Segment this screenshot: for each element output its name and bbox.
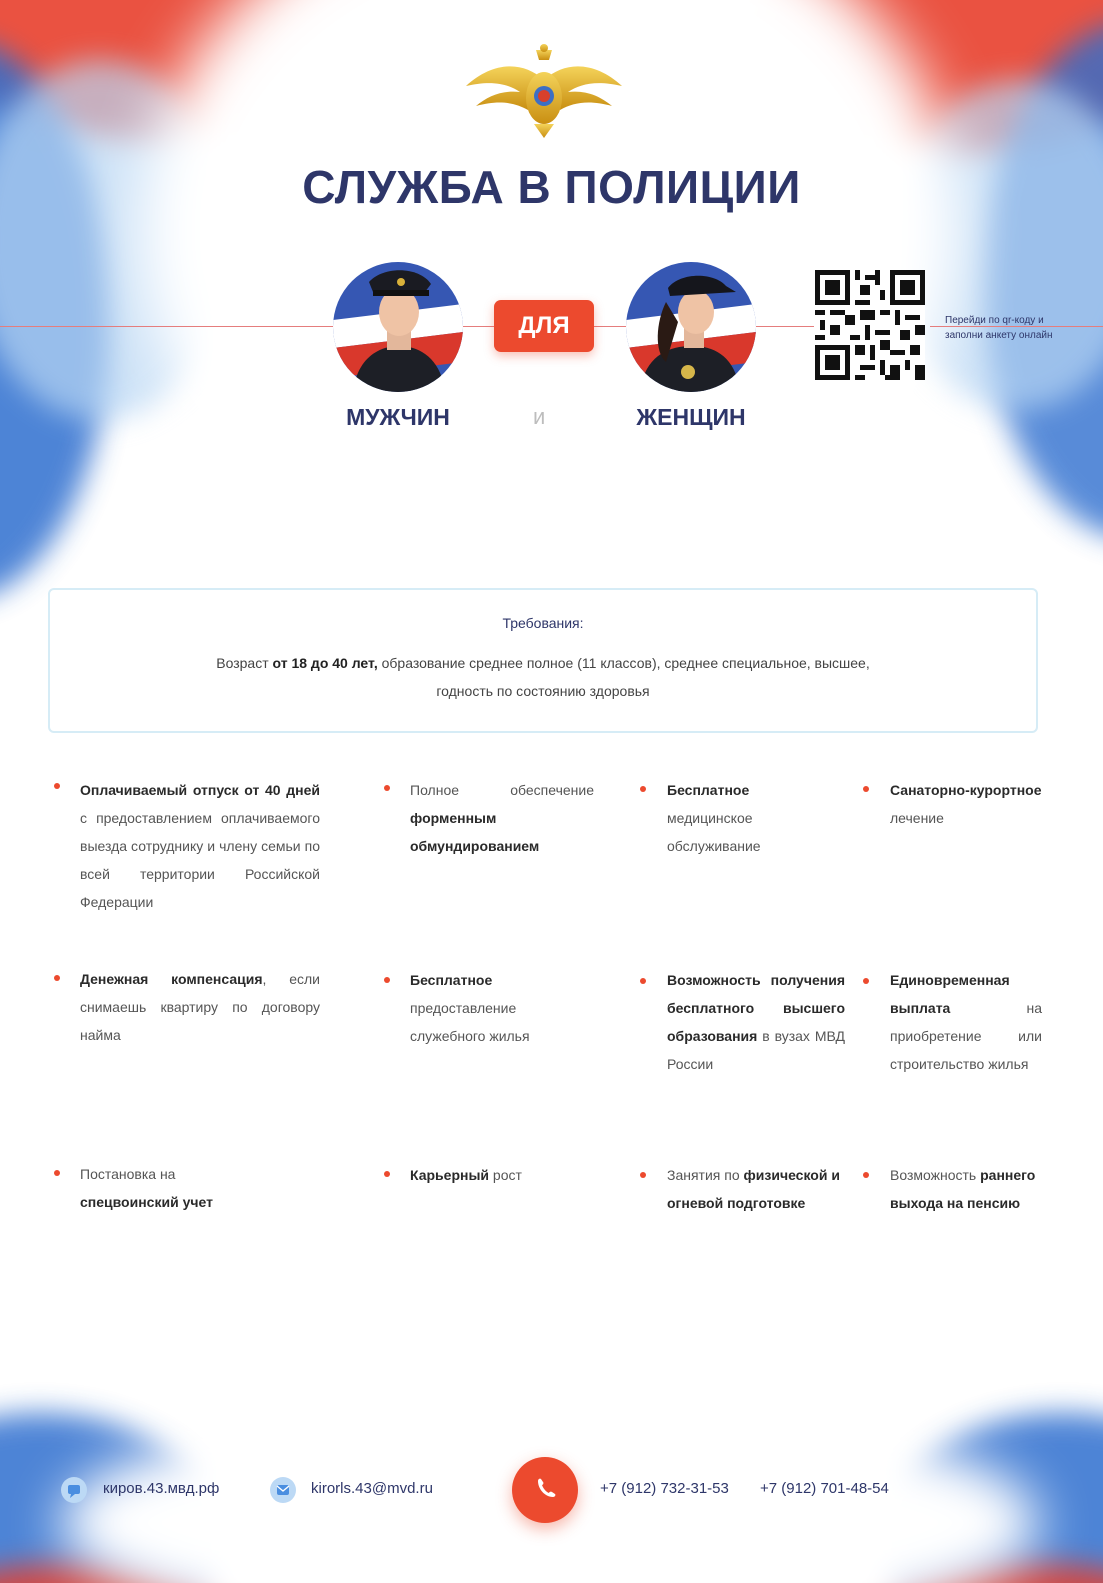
bullet-dot — [384, 1171, 390, 1177]
benefit-text: с предоставлением оплачиваемого выезда сотруднику и члену семьи по всей территории Российской Федерации — [80, 810, 320, 910]
benefit-text: медицинское обслуживание — [667, 810, 761, 854]
bullet-dot — [863, 786, 869, 792]
benefit-bold: Бесплатное — [410, 972, 493, 988]
benefit-text: лечение — [890, 810, 944, 826]
phone-icon — [512, 1457, 578, 1523]
bullet-dot — [384, 977, 390, 983]
benefit-bold: физической и огневой подготовке — [667, 1167, 840, 1211]
benefit-bold: форменным обмундированием — [410, 810, 540, 854]
men-label: МУЖЧИН — [346, 404, 450, 430]
divider-line — [0, 326, 340, 327]
benefit-item — [667, 966, 845, 1078]
email-link[interactable]: kirorls.43@mvd.ru — [311, 1480, 433, 1497]
divider-line — [594, 326, 626, 327]
benefit-item — [890, 966, 1042, 1078]
bullet-dot — [863, 978, 869, 984]
benefit-bold: раннего выхода на пенсию — [890, 1167, 1036, 1211]
requirements-box — [48, 588, 1038, 733]
for-badge: ДЛЯ — [494, 300, 594, 352]
website-link[interactable]: киров.43.мвд.рф — [103, 1480, 220, 1497]
benefit-bold: Оплачиваемый отпуск от 40 дней — [80, 782, 320, 798]
requirements-title: Требования: — [502, 615, 584, 631]
qr-caption-line: заполни анкету онлайн — [945, 330, 1053, 341]
benefit-bold: Единовременная выплата — [890, 972, 1010, 1016]
divider-line — [462, 326, 494, 327]
phone-number-1[interactable]: +7 (912) 732-31-53 — [600, 1480, 729, 1497]
requirements-age: от 18 до 40 лет, — [272, 655, 378, 671]
bullet-dot — [863, 1172, 869, 1178]
qr-caption-line: Перейди по qr-коду и — [945, 315, 1044, 326]
women-label: ЖЕНЩИН — [636, 404, 746, 430]
requirements-text-part: образование среднее полное (11 классов), среднее специальное, высшее, — [377, 655, 870, 671]
benefit-item — [890, 776, 1050, 832]
benefit-text: Возможность — [890, 1167, 981, 1183]
benefit-item — [667, 776, 827, 860]
woman-officer-photo — [626, 262, 756, 392]
phone-number-2[interactable]: +7 (912) 701-48-54 — [760, 1480, 889, 1497]
benefit-item — [410, 776, 594, 860]
benefit-item — [410, 1161, 610, 1189]
requirements-text-part: годность по состоянию здоровья — [436, 683, 650, 699]
call-button[interactable] — [512, 1457, 578, 1523]
benefit-text: Занятия по — [667, 1167, 744, 1183]
man-officer-photo — [333, 262, 463, 392]
qr-code[interactable] — [815, 270, 925, 380]
benefit-item — [80, 965, 320, 1049]
requirements-text-part: Возраст — [216, 655, 273, 671]
mvd-eagle-emblem-icon — [462, 40, 626, 140]
bullet-dot — [640, 978, 646, 984]
benefit-item — [890, 1161, 1070, 1217]
benefit-bold: Бесплатное — [667, 782, 750, 798]
bullet-dot — [54, 783, 60, 789]
chat-icon — [61, 1477, 87, 1503]
benefit-bold: Санаторно-курортное — [890, 782, 1042, 798]
benefit-item — [80, 776, 320, 916]
and-label: и — [533, 404, 546, 429]
benefit-bold: Возможность получения бесплатного высшего образования — [667, 972, 845, 1044]
benefit-item — [80, 1160, 250, 1216]
divider-line — [756, 326, 814, 327]
page-title: СЛУЖБА В ПОЛИЦИИ — [302, 161, 801, 213]
benefit-item — [667, 1161, 857, 1217]
bullet-dot — [54, 975, 60, 981]
benefit-text: Полное обеспечение — [410, 782, 594, 798]
benefit-item — [410, 966, 570, 1050]
benefit-bold: Карьерный — [410, 1167, 490, 1183]
benefit-text: на приобретение или строительство жилья — [890, 1000, 1042, 1072]
bullet-dot — [384, 785, 390, 791]
bullet-dot — [640, 786, 646, 792]
bullet-dot — [54, 1170, 60, 1176]
benefit-text: рост — [489, 1167, 522, 1183]
qr-caption — [945, 313, 1053, 343]
mail-icon — [270, 1477, 296, 1503]
bullet-dot — [640, 1172, 646, 1178]
benefit-text: в вузах МВД России — [667, 1028, 845, 1072]
benefit-text: предоставление служебного жилья — [410, 1000, 530, 1044]
benefit-bold: Денежная компенсация — [80, 971, 263, 987]
benefit-text: Постановка на — [80, 1166, 176, 1182]
benefit-bold: спецвоинский учет — [80, 1194, 213, 1210]
benefit-text: , если снимаешь квартиру по договору найма — [80, 971, 320, 1043]
requirements-text — [50, 649, 1036, 705]
